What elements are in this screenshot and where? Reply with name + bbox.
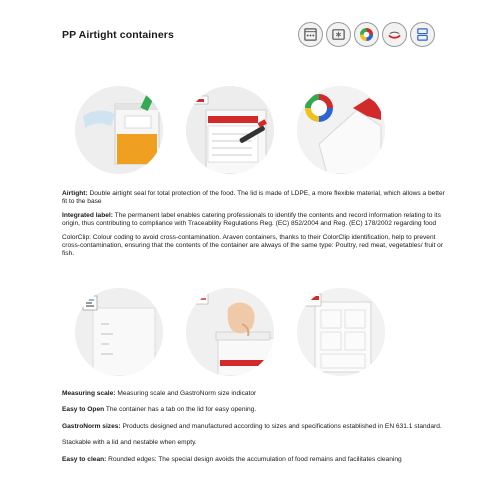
microwave-icon [382,22,407,47]
paragraph-integrated-label [62,212,447,229]
paragraph-easy-open [62,406,447,414]
label-measuring-scale: Measuring scale: [62,390,116,397]
label-integrated-label: Integrated label: [62,211,113,219]
text-colorclip: ColorClip: Colour coding to avoid cross-contamination. Araven containers, thanks to their ColorClip identification, help to prevent cross-contamination, ensuring that the contents of the container are always of the same type: Poultry, red meat, vegetables/ fruit or fish. [62,233,444,258]
text-integrated-label: The permanent label enables catering professionals to identify the contents and record information relating to its origin, thus contributing to compliance with Traceability Regulations Reg. (EC) 852/2004 and Reg. (EC) 178/2002 regarding food [62,211,441,228]
bottom-description [62,390,447,464]
paragraph-gastronorm [62,423,447,431]
freezer-icon [326,22,351,47]
colorclip-icon [354,22,379,47]
text-airtight: Double airtight seal for total protection of the food. The lid is made of LDPE, a more flexible material, which allows a better fit to the base [62,190,445,206]
top-description [62,190,447,259]
gastronorm-stack-photo [297,288,385,376]
easy-open-photo [186,288,274,376]
feature-icons-row [298,22,435,47]
integrated-label-photo [186,86,274,174]
text-gastronorm: Products designed and manufactured according to sizes and specifications established in EN 631.1 standard. [120,422,442,430]
paragraph-easy-clean [62,456,447,464]
page-title: PP Airtight containers [62,29,174,41]
paragraph-measuring-scale [62,390,447,398]
colorclip-photo [297,86,385,174]
airtight-seal-photo [75,86,163,174]
paragraph-airtight [62,190,447,207]
text-measuring-scale: Measuring scale and GastroNorm size indicator [115,390,257,397]
label-airtight: Airtight: [62,190,88,197]
label-gastronorm: GastroNorm sizes: [62,422,121,430]
text-easy-clean: Rounded edges: The special design avoids the accumulation of food remains and facilitates cleaning [106,455,402,463]
text-easy-open: The container has a tab on the lid for easy opening. [104,406,257,414]
container-stack-icon [410,22,435,47]
paragraph-stackable [62,439,447,447]
paragraph-colorclip [62,234,447,259]
text-stackable: Stackable with a lid and nestable when empty. [62,439,197,447]
label-easy-clean: Easy to clean: [62,455,107,463]
label-easy-open: Easy to Open [62,406,105,414]
measuring-scale-photo [75,288,163,376]
dishwasher-icon [298,22,323,47]
